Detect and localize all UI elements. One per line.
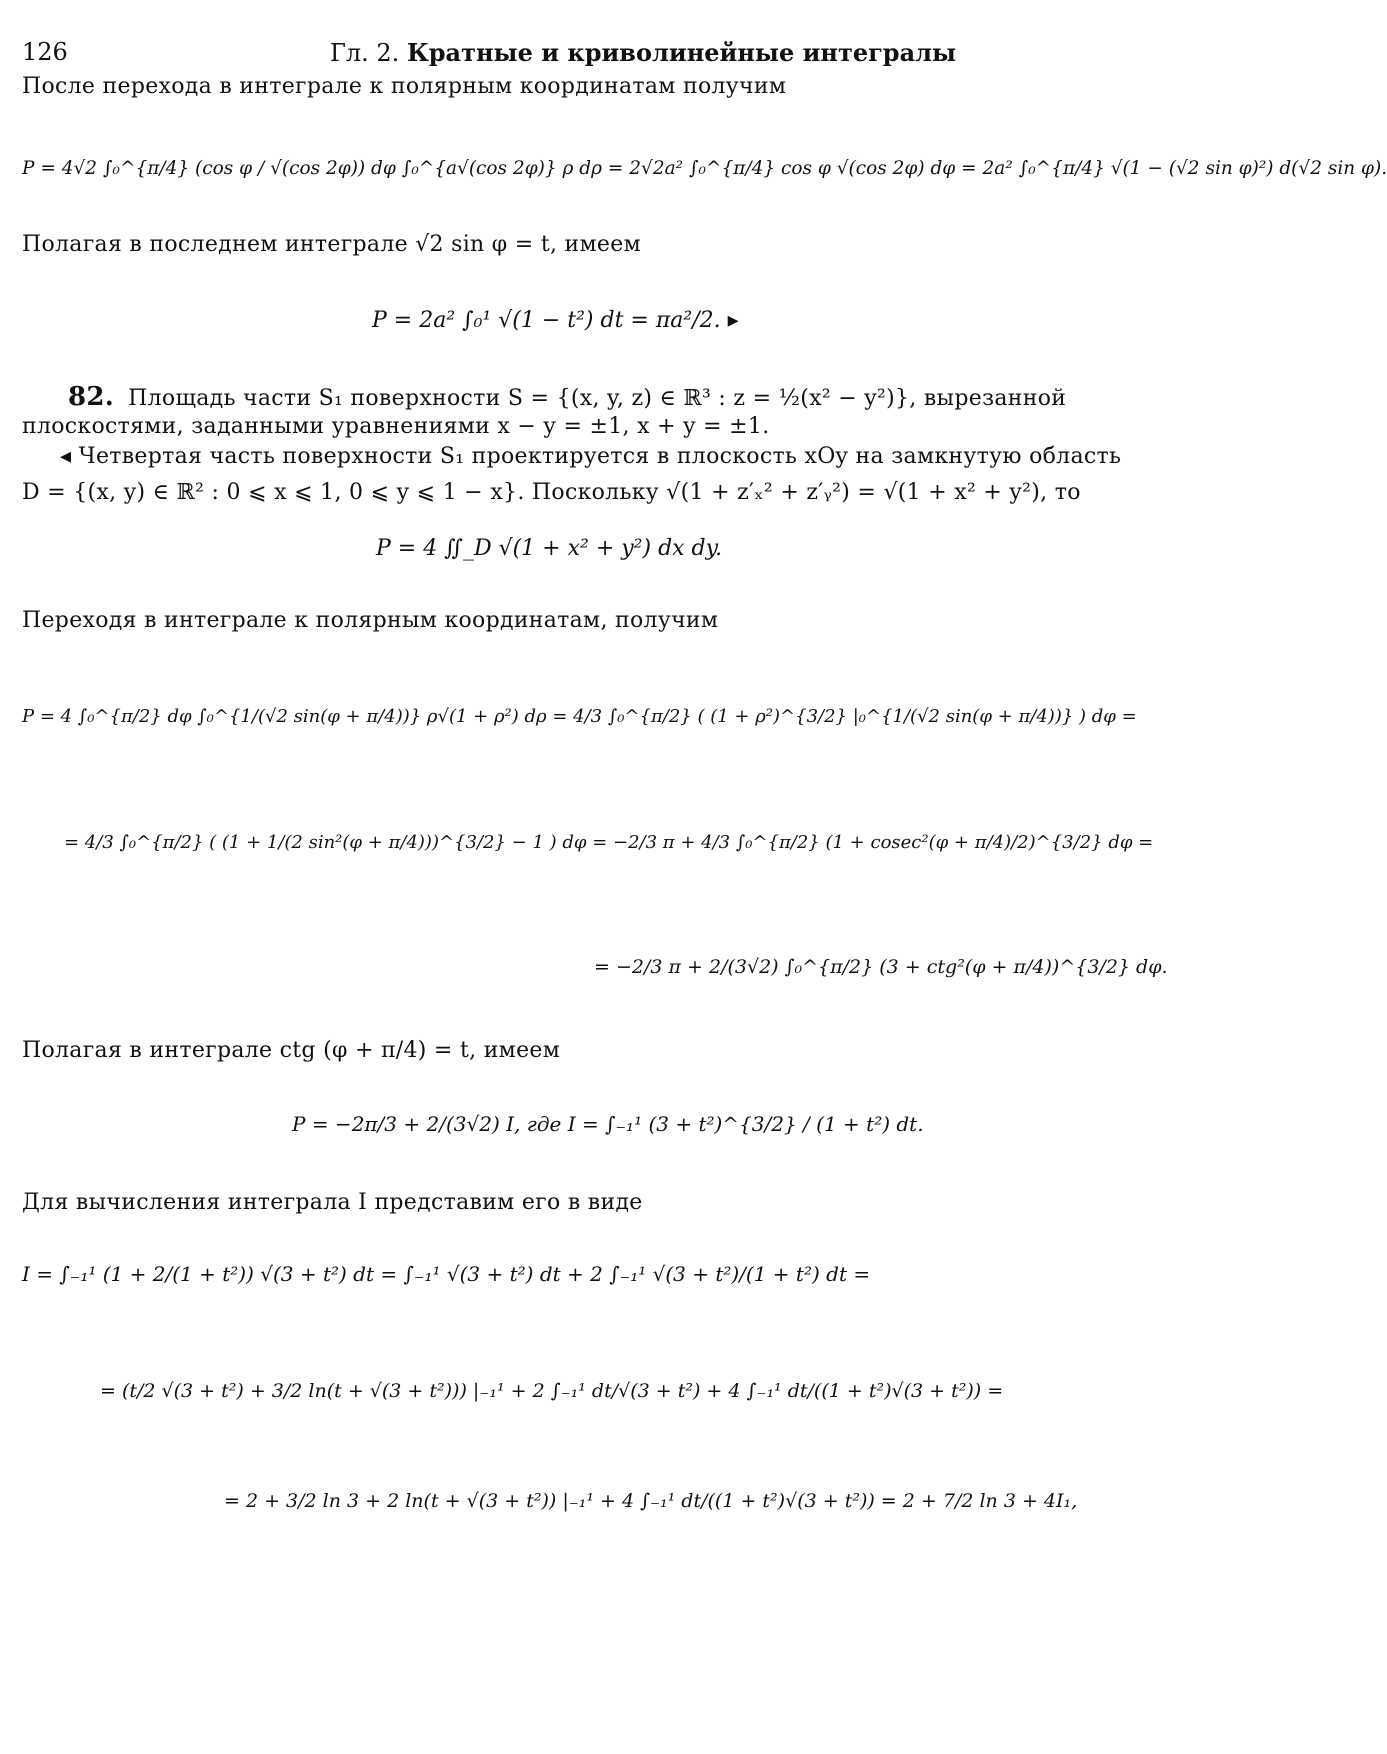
formula-polar-step: P = 4 ∫₀^{π/2} dφ ∫₀^{1/(√2 sin(φ + π/4))} ρ√(1 + ρ²) dρ = 4/3 ∫₀^{π/2} ( (1 + ρ²)^{3/2} |₀^{1/(√2 sin(φ + π/4))} ) dφ = bbox=[22, 706, 1137, 727]
problem-statement-cont: плоскостями, заданными уравнениями x − y = ±1, x + y = ±1. bbox=[22, 414, 770, 439]
formula-result: P = 2a² ∫₀¹ √(1 − t²) dt = πa²/2. ▸ bbox=[372, 308, 739, 333]
problem-number: 82. bbox=[68, 382, 115, 412]
running-header bbox=[22, 38, 1192, 70]
formula-step-3: = −2/3 π + 2/(3√2) ∫₀^{π/2} (3 + ctg²(φ + π/4))^{3/2} dφ. bbox=[594, 956, 1168, 978]
paragraph-line: Переходя в интеграле к полярным координатам, получим bbox=[22, 608, 719, 633]
paragraph-line: Для вычисления интеграла I представим его в виде bbox=[22, 1190, 643, 1215]
chapter-heading bbox=[330, 38, 956, 67]
formula-integral-eval: = (t/2 √(3 + t²) + 3/2 ln(t + √(3 + t²))) |₋₁¹ + 2 ∫₋₁¹ dt/√(3 + t²) + 4 ∫₋₁¹ dt/((1 + t²)√(3 + t²)) = bbox=[100, 1380, 1004, 1402]
formula-polar-area: P = 4√2 ∫₀^{π/4} (cos φ / √(cos 2φ)) dφ ∫₀^{a√(cos 2φ)} ρ dρ = 2√2a² ∫₀^{π/4} cos φ √(cos 2φ) dφ = 2a² ∫₀^{π/4} √(1 − (√2 sin φ)²) d(√2 sin φ). bbox=[22, 158, 1387, 179]
paragraph-line: Полагая в интеграле ctg (φ + π/4) = t, имеем bbox=[22, 1038, 561, 1063]
chapter-prefix: Гл. 2. bbox=[330, 39, 400, 67]
paragraph-line: После перехода в интеграле к полярным координатам получим bbox=[22, 74, 787, 99]
paragraph-line: Полагая в последнем интеграле √2 sin φ = t, имеем bbox=[22, 232, 641, 257]
solution-line: ◂ Четвертая часть поверхности S₁ проектируется в плоскость xOy на замкнутую область bbox=[60, 444, 1122, 469]
formula-step-2: = 4/3 ∫₀^{π/2} ( (1 + 1/(2 sin²(φ + π/4)))^{3/2} − 1 ) dφ = −2/3 π + 4/3 ∫₀^{π/2} (1 + cosec²(φ + π/4)/2)^{3/2} dφ = bbox=[64, 832, 1154, 853]
formula-substitution: P = −2π/3 + 2/(3√2) I, где I = ∫₋₁¹ (3 + t²)^{3/2} / (1 + t²) dt. bbox=[292, 1112, 924, 1136]
formula-integral-result: = 2 + 3/2 ln 3 + 2 ln(t + √(3 + t²)) |₋₁¹ + 4 ∫₋₁¹ dt/((1 + t²)√(3 + t²)) = 2 + 7/2 ln 3 + 4I₁, bbox=[224, 1490, 1078, 1512]
problem-statement bbox=[68, 382, 1066, 412]
formula-integral-split: I = ∫₋₁¹ (1 + 2/(1 + t²)) √(3 + t²) dt = ∫₋₁¹ √(3 + t²) dt + 2 ∫₋₁¹ √(3 + t²)/(1 + t²) dt = bbox=[22, 1262, 871, 1286]
problem-text: Площадь части S₁ поверхности S = {(x, y, z) ∈ ℝ³ : z = ½(x² − y²)}, вырезанной bbox=[128, 386, 1067, 411]
chapter-title: Кратные и криволинейные интегралы bbox=[406, 38, 957, 67]
solution-line: D = {(x, y) ∈ ℝ² : 0 ⩽ x ⩽ 1, 0 ⩽ y ⩽ 1 − x}. Поскольку √(1 + z′ₓ² + z′ᵧ²) = √(1 + x² + y²), то bbox=[22, 480, 1081, 505]
page-number: 126 bbox=[22, 38, 68, 66]
formula-double-integral: P = 4 ∬_D √(1 + x² + y²) dx dy. bbox=[376, 536, 723, 561]
